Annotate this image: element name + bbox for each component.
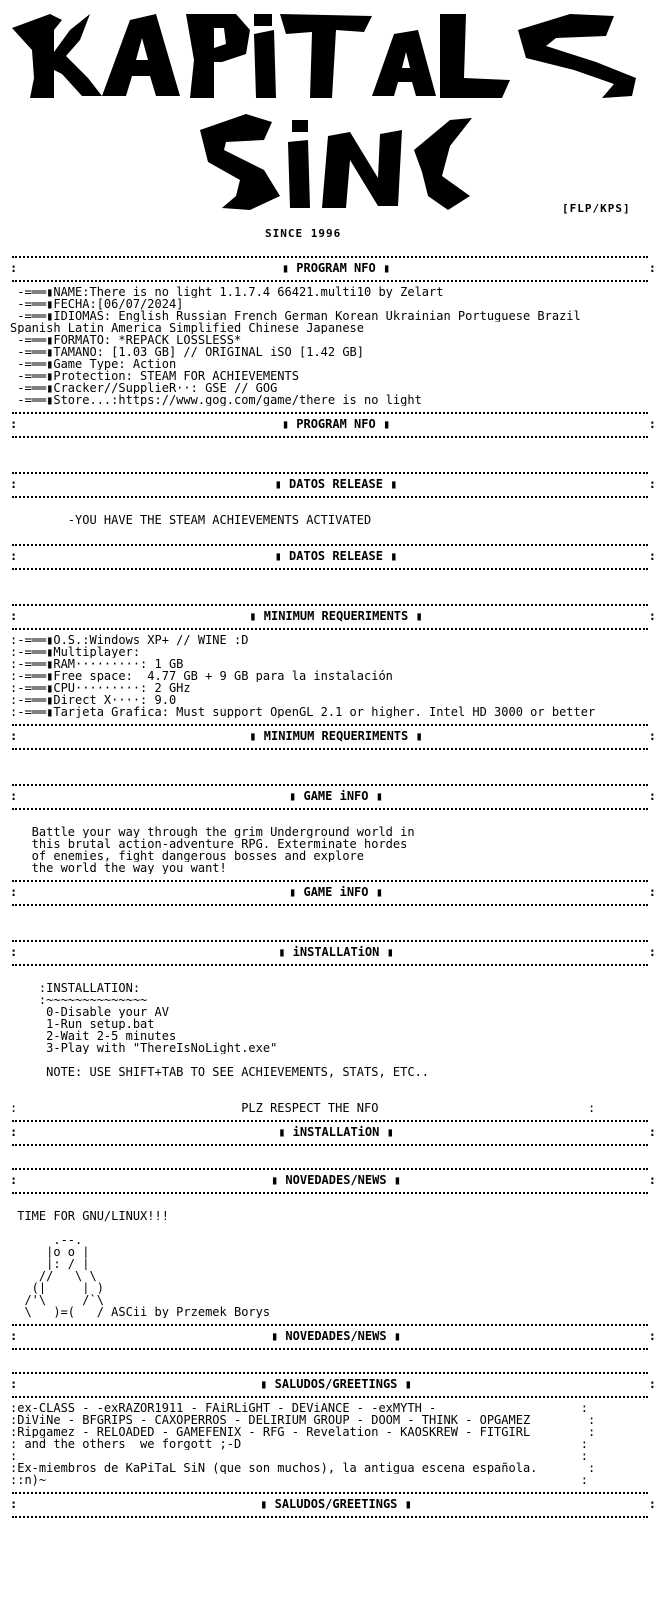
section-header-installation: : : ▮ iNSTALLATiON ▮	[10, 934, 662, 970]
section-title: ▮ MINIMUM REQUERIMENTS ▮	[245, 609, 426, 623]
section-title: ▮ PROGRAM NFO ▮	[278, 261, 394, 275]
since-label: SINCE 1996	[265, 227, 342, 240]
section-header-greetings: : : ▮ SALUDOS/GREETINGS ▮	[10, 1366, 662, 1402]
tux-ascii-line: /'\_ _/`\	[10, 1294, 104, 1306]
game-info-lines	[10, 826, 662, 874]
install-line: :INSTALLATION:	[10, 982, 141, 994]
nfo-line: -=══▮TAMAÑO: [1.03 GB] // ORIGINAL iSO [1.42 GB]	[10, 346, 365, 358]
section-header-min-req: : : ▮ MINIMUM REQUERIMENTS ▮	[10, 598, 662, 634]
section-footer-program-nfo: : : ▮ PROGRAM NFO ▮	[10, 406, 662, 442]
install-line	[10, 1078, 662, 1090]
install-line	[10, 1090, 662, 1102]
section-footer-greetings: : : ▮ SALUDOS/GREETINGS ▮	[10, 1486, 662, 1522]
greet-line: : :	[10, 1450, 588, 1462]
section-title: ▮ GAME iNFO ▮	[285, 885, 387, 899]
tux-ascii-line: // \ \	[10, 1270, 97, 1282]
greet-line: : and the others we forgott ;-D :	[10, 1438, 588, 1450]
nfo-line: -=══▮IDIOMAS: English Russian French German Korean Ukrainian Portuguese_Brazil	[10, 310, 581, 322]
install-line: NOTE: USE SHIFT+TAB TO SEE ACHIEVEMENTS, STATS, ETC..	[10, 1066, 430, 1078]
section-footer-datos-release: : : ▮ DATOS RELEASE ▮	[10, 538, 662, 574]
req-line: :-=══▮CPU·········: 2 GHz	[10, 682, 191, 694]
section-title: ▮ NOVEDADES/NEWS ▮	[267, 1329, 405, 1343]
install-line	[10, 1054, 662, 1066]
min-req-lines	[10, 634, 662, 718]
install-line: 1-Run setup.bat	[10, 1018, 155, 1030]
section-header-program-nfo: : : ▮ PROGRAM NFO ▮	[10, 250, 662, 286]
tux-ascii-line: |o_o |	[10, 1246, 90, 1258]
respect-line: : PLZ RESPECT THE NFO :	[10, 1102, 596, 1114]
section-title: ▮ DATOS RELEASE ▮	[271, 477, 402, 491]
kapital-sin-logo	[10, 0, 650, 220]
section-title: ▮ DATOS RELEASE ▮	[271, 549, 402, 563]
program-nfo-lines	[10, 286, 662, 406]
section-footer-game-info: : : ▮ GAME iNFO ▮	[10, 874, 662, 910]
greet-line: :DiViNe - BFGRIPS - CAXOPERROS - DELIRIUM GROUP - DOOM - THINK - OPGAMEZ :	[10, 1414, 596, 1426]
greet-line: :ex-CLASS - -exRAZOR1911 - FAiRLiGHT - DEViANCE - -exMYTH - :	[10, 1402, 588, 1414]
greet-line: :Ripgamez - RELOADED - GAMEFENIX - RFG - Revelation - KAOSKREW - FITGIRL :	[10, 1426, 596, 1438]
section-footer-news: : : ▮ NOVEDADES/NEWS ▮	[10, 1318, 662, 1354]
news-lines	[10, 1210, 662, 1318]
news-line	[10, 1222, 662, 1234]
info-line: this brutal action-adventure RPG. Exterminate hordes	[10, 838, 408, 850]
req-line: :-=══▮Free space: 4.77 GB + 9 GB para la instalación	[10, 670, 393, 682]
nfo-line: -=══▮Game Type: Action	[10, 358, 177, 370]
info-line: Battle your way through the grim Underground world in	[10, 826, 415, 838]
greet-line: ::n)~ :	[10, 1474, 588, 1486]
req-line: :-=══▮RAM·········: 1 GB	[10, 658, 184, 670]
section-title: ▮ PROGRAM NFO ▮	[278, 417, 394, 431]
req-line: :-=══▮O.S.:Windows XP+ // WINE :D	[10, 634, 249, 646]
tux-ascii-line: (| | )	[10, 1282, 104, 1294]
news-line: TIME FOR GNU/LINUX!!!	[10, 1210, 169, 1222]
section-footer-min-req: : : ▮ MINIMUM REQUERIMENTS ▮	[10, 718, 662, 754]
nfo-line: -=══▮Store...:https://www.gog.com/game/there_is_no_light	[10, 394, 422, 406]
section-title: ▮ NOVEDADES/NEWS ▮	[267, 1173, 405, 1187]
section-header-game-info: : : ▮ GAME iNFO ▮	[10, 778, 662, 814]
group-tag: [FLP/KPS]	[562, 202, 631, 215]
section-title: ▮ iNSTALLATiON ▮	[274, 1125, 398, 1139]
req-line: :-=══▮Multiplayer:	[10, 646, 141, 658]
section-footer-installation: : : ▮ iNSTALLATiON ▮	[10, 1114, 662, 1150]
info-line: of enemies, fight dangerous bosses and explore	[10, 850, 365, 862]
nfo-line: -=══▮NAME:There_is_no_light_1.1.7.4_66421.multi10 by Zelart	[10, 286, 444, 298]
tux-ascii-line: \___)=(___/ ASCii by Przemek Borys	[10, 1306, 271, 1318]
greetings-lines	[10, 1402, 662, 1486]
section-header-news: : : ▮ NOVEDADES/NEWS ▮	[10, 1162, 662, 1198]
section-header-datos-release: : : ▮ DATOS RELEASE ▮	[10, 466, 662, 502]
section-title: ▮ GAME iNFO ▮	[285, 789, 387, 803]
section-title: ▮ MINIMUM REQUERIMENTS ▮	[245, 729, 426, 743]
info-line: the world the way you want!	[10, 862, 227, 874]
logo-block	[10, 0, 662, 250]
section-title: ▮ SALUDOS/GREETINGS ▮	[256, 1497, 416, 1511]
tux-ascii-line: |:_/ |	[10, 1258, 90, 1270]
nfo-line: -=══▮FECHA:[06/07/2024]	[10, 298, 184, 310]
tux-ascii-line: .--.	[10, 1234, 83, 1246]
section-title: ▮ SALUDOS/GREETINGS ▮	[256, 1377, 416, 1391]
nfo-document	[10, 0, 662, 1522]
nfo-line: Spanish_Latin America Simplified_Chinese Japanese	[10, 322, 365, 334]
greet-line: :Ex-miembros de KaPiTaL SiN (que son muchos), la antigua escena española. :	[10, 1462, 596, 1474]
install-line: :~~~~~~~~~~~~~~	[10, 994, 148, 1006]
req-line: :-=══▮Direct X····: 9.0	[10, 694, 177, 706]
install-line: 3-Play with "ThereIsNoLight.exe"	[10, 1042, 278, 1054]
installation-lines	[10, 982, 662, 1114]
nfo-line: -=══▮Protection: STEAM FOR ACHIEVEMENTS	[10, 370, 299, 382]
section-title: ▮ iNSTALLATiON ▮	[274, 945, 398, 959]
install-line: 0-Disable your AV	[10, 1006, 169, 1018]
release-note: -YOU HAVE THE STEAM ACHIEVEMENTS ACTIVATED	[10, 514, 372, 526]
req-line: :-=══▮Tarjeta Grafica: Must support OpenGL 2.1 or higher. Intel HD 3000 or better	[10, 706, 596, 718]
nfo-line: -=══▮FORMATO: *REPACK LOSSLESS*	[10, 334, 242, 346]
install-line: 2-Wait 2-5 minutes	[10, 1030, 177, 1042]
nfo-line: -=══▮Cracker//SupplieR··: GSE // GOG	[10, 382, 278, 394]
